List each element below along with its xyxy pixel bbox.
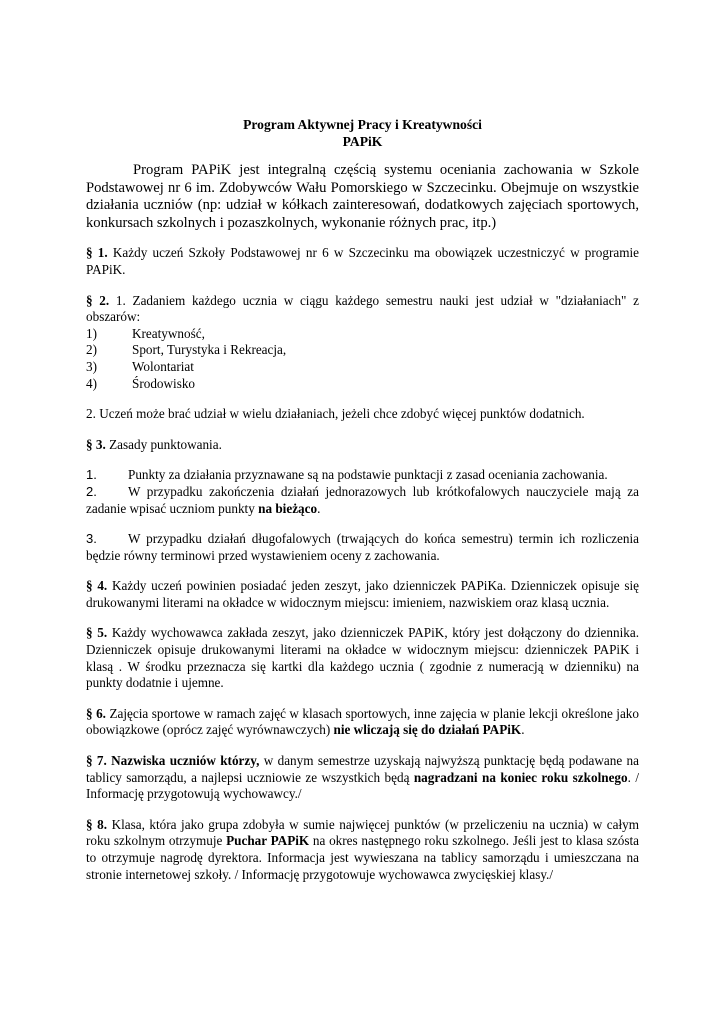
list-item-text: Sport, Turystyka i Rekreacja, xyxy=(132,342,287,358)
rule-text: Punkty za działania przyznawane są na podstawie punktacji z zasad oceniania zachowania. xyxy=(128,467,608,483)
section-3 xyxy=(86,437,639,454)
section-5 xyxy=(86,625,639,691)
section-1-label: § 1. xyxy=(86,245,108,261)
section-8-text: Klasa, która jako grupa zdobyła w sumie najwięcej punktów (w przeliczeniu na ucznia) w całym roku szkolnym otrzymuje xyxy=(86,816,639,849)
list-item-number: 3) xyxy=(86,358,97,374)
section-2-text: 1. Zadaniem każdego ucznia w ciągu każdego semestru nauki jest udział w "działaniach" z obszarów: xyxy=(86,292,640,325)
section-6-bold: nie wliczają się do działań PAPiK xyxy=(333,722,522,738)
section-4-text: Każdy uczeń powinien posiadać jeden zeszyt, jako dzienniczek PAPiKa. Dzienniczek opisuje się drukowanymi literami na okładce w widocznym miejscu: imieniem, nazwiskiem oraz klasą ucznia. xyxy=(86,578,639,610)
rule-item-3 xyxy=(86,531,639,564)
section-2 xyxy=(86,293,639,326)
section-7-text: w danym semestrze uzyskają najwyższą punktację będą podawane na tablicy samorządu, a najlepsi uczniowie ze wszystkich będą xyxy=(86,753,639,785)
document-title xyxy=(86,116,639,150)
section-5-text: Każdy wychowawca zakłada zeszyt, jako dzienniczek PAPiK, który jest dołączony do dziennika. Dzienniczek opisuje drukowanymi literami na okładce w widocznym miejscu: dzienniczek PAPiK i klasą . W środku przeznacza się kartki dla każdego ucznia ( zgodnie z numeracją w dzienniku) na punkty dodatnie i ujemne. xyxy=(86,625,640,691)
section-3-label: § 3. xyxy=(86,436,106,452)
rule-item xyxy=(86,467,639,484)
intro-paragraph: Program PAPiK jest integralną częścią systemu oceniania zachowania w Szkole Podstawowej nr 6 im. Zdobywców Wału Pomorskiego w Szczecinku. Obejmuje on wszystkie działania uczniów (np: udział w kółkach zainteresowań, dodatkowych zajęciach sportowych, konkursach szkolnych i pozaszkolnych, wykonanie różnych prac, itp.) xyxy=(86,162,639,231)
section-8-bold: Puchar PAPiK xyxy=(226,833,310,849)
list-item xyxy=(86,326,639,343)
section-8-end: na okres następnego roku szkolnego. Jeśli jest to klasa szósta to otrzymuje nagrodę dyrektora. Informacja jest wywieszana na tablicy samorządu i umieszczana na stronie internetowej szkoły. / Informację przygotowuje wychowawca zwycięskiej klasy./ xyxy=(86,833,640,882)
section-7 xyxy=(86,753,639,803)
rule-text-end: . xyxy=(317,500,321,516)
section-7-label: § 7. Nazwiska uczniów którzy, xyxy=(86,753,260,769)
section-7-bold: nagradzani na koniec roku szkolnego xyxy=(413,769,628,785)
list-item-text: Wolontariat xyxy=(132,358,194,374)
section-5-label: § 5. xyxy=(86,625,108,641)
section-6-text: Zajęcia sportowe w ramach zajęć w klasach sportowych, inne zajęcia w planie lekcji określone jako obowiązkowe (oprócz zajęć wyrównawczych) xyxy=(86,705,639,738)
section-2-label: § 2. xyxy=(86,292,110,308)
rule-number: 3. xyxy=(86,531,97,547)
list-item-text: Kreatywność, xyxy=(132,325,205,341)
areas-list xyxy=(86,326,639,392)
rule-number: 2. xyxy=(86,483,97,499)
list-item-number: 1) xyxy=(86,325,97,341)
list-item xyxy=(86,359,639,376)
title-line-2: PAPiK xyxy=(342,134,383,149)
list-item-number: 2) xyxy=(86,342,97,358)
title-line-1: Program Aktywnej Pracy i Kreatywności xyxy=(243,117,482,132)
rule-text-bold: na bieżąco xyxy=(258,500,318,516)
section-4 xyxy=(86,578,639,611)
section-3-text: Zasady punktowania. xyxy=(105,436,222,452)
rule-text: W przypadku zakończenia działań jednorazowych lub krótkofalowych nauczyciele mają za zadanie wpisać uczniom punkty xyxy=(86,483,639,516)
scoring-rules xyxy=(86,467,639,517)
rule-text: W przypadku działań długofalowych (trwających do końca semestru) termin ich rozliczenia będzie równy terminowi przed wystawieniem oceny z zachowania. xyxy=(86,531,639,563)
section-2-point-2: 2. Uczeń może brać udział w wielu działaniach, jeżeli chce zdobyć więcej punktów dodatnich. xyxy=(86,406,585,422)
section-6-label: § 6. xyxy=(86,705,106,721)
list-item-number: 4) xyxy=(86,375,97,391)
section-1 xyxy=(86,245,639,278)
section-6-end: . xyxy=(521,722,525,738)
section-6 xyxy=(86,706,639,739)
section-4-label: § 4. xyxy=(86,578,108,594)
section-7-end: . / Informację przygotowują wychowawcy./ xyxy=(86,769,639,802)
list-item-text: Środowisko xyxy=(132,375,196,391)
section-8-label: § 8. xyxy=(86,816,108,832)
section-1-text: Każdy uczeń Szkoły Podstawowej nr 6 w Szczecinku ma obowiązek uczestniczyć w programie PAPiK. xyxy=(86,245,640,277)
spacer xyxy=(86,517,639,531)
section-8 xyxy=(86,817,639,883)
list-item xyxy=(86,342,639,359)
rule-number: 1. xyxy=(86,467,97,483)
list-item xyxy=(86,376,639,393)
rule-item xyxy=(86,484,639,517)
